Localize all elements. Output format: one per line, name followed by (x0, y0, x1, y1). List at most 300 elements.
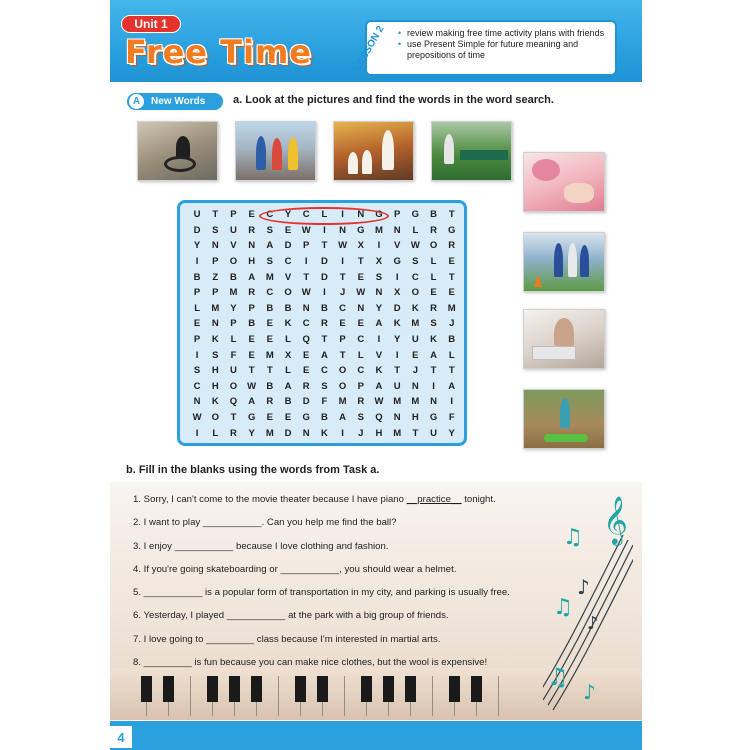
grid-letter: B (430, 209, 437, 221)
grid-letter: N (393, 412, 401, 424)
grid-letter: Q (302, 334, 310, 346)
grid-letter: S (212, 349, 219, 361)
grid-letter: H (211, 380, 219, 392)
grid-letter: K (211, 396, 219, 408)
grid-letter: R (230, 427, 237, 439)
grid-letter: W (247, 380, 257, 392)
grid-letter: W (410, 240, 420, 252)
grid-letter: S (357, 412, 364, 424)
picture-jump-rope (523, 389, 605, 449)
sentence-item (133, 609, 553, 632)
grid-letter: M (338, 396, 347, 408)
grid-letter: C (357, 365, 365, 377)
grid-letter: V (393, 240, 401, 252)
picture-soccer (523, 232, 605, 292)
page-number: 4 (110, 726, 132, 748)
sentence-text: tonight. (461, 494, 496, 505)
music-notes-decoration (543, 495, 633, 720)
grid-letter: Y (248, 427, 255, 439)
piano-key (191, 676, 213, 716)
grid-letter: M (393, 396, 402, 408)
grid-letter: K (393, 318, 401, 330)
grid-letter: T (394, 365, 401, 377)
grid-letter: L (430, 271, 437, 283)
grid-letter: H (211, 365, 219, 377)
grid-letter: T (339, 349, 346, 361)
grid-letter: I (432, 380, 435, 392)
grid-letter: A (248, 396, 256, 408)
grid-letter: Y (375, 302, 383, 314)
grid-letter: N (193, 396, 201, 408)
grid-letter: C (357, 334, 365, 346)
grid-letter: I (377, 240, 381, 252)
grid-letter: E (248, 334, 255, 346)
grid-letter: E (266, 334, 274, 346)
sentence-text: I enjoy (143, 540, 175, 552)
grid-letter: Y (448, 427, 455, 439)
grid-letter: C (320, 365, 328, 377)
grid-letter: N (211, 240, 219, 252)
sentence-text: Sorry, I can't come to the movie theater because I have piano (143, 494, 407, 505)
grid-letter: X (393, 287, 401, 299)
piano-keys (125, 676, 505, 716)
grid-letter: Y (284, 209, 292, 221)
grid-letter: V (375, 349, 383, 361)
grid-letter: S (375, 271, 383, 283)
grid-letter: G (247, 412, 256, 424)
section-a-icon: A (129, 94, 144, 109)
answer-blank[interactable]: _________ (206, 633, 255, 645)
grid-letter: E (284, 412, 292, 424)
grid-letter: B (248, 318, 256, 330)
grid-letter: E (412, 349, 419, 361)
sentence-item (133, 563, 553, 586)
word-search-grid (177, 200, 467, 446)
objective-item: • use Present Simple for future meaning and prepositions of time (398, 39, 613, 61)
grid-letter: N (339, 224, 347, 236)
grid-letter: W (192, 412, 202, 424)
grid-letter: G (302, 412, 310, 424)
grid-letter: G (375, 209, 383, 221)
new-words-label: New Words (151, 96, 206, 107)
grid-letter: P (393, 209, 401, 221)
sentence-text: If you're going skateboarding or (143, 563, 281, 575)
sentence-item (133, 540, 553, 563)
grid-letter: T (321, 240, 328, 252)
grid-letter: Q (229, 396, 238, 408)
grid-letter: P (339, 334, 346, 346)
grid-letter: K (211, 334, 219, 346)
grid-letter: G (357, 224, 365, 236)
grid-letter: A (320, 349, 328, 361)
grid-letter: N (357, 209, 365, 221)
sentence-text: class because I'm interested in martial arts. (254, 633, 441, 645)
answer-blank[interactable]: _________ (143, 657, 192, 669)
answer-blank[interactable]: ___________ (226, 610, 286, 622)
grid-letter: R (357, 396, 365, 408)
grid-letter: K (320, 427, 328, 439)
grid-letter: C (302, 209, 310, 221)
grid-letter: E (266, 318, 274, 330)
grid-letter: I (341, 427, 344, 439)
grid-letter: L (321, 209, 328, 221)
grid-letter: S (266, 224, 274, 236)
grid-letter: E (284, 224, 292, 236)
sentence-text: , you should wear a helmet. (339, 563, 457, 575)
grid-letter: Z (212, 271, 219, 283)
music-note-icon: ♪ (587, 613, 599, 634)
grid-letter: T (321, 334, 328, 346)
grid-letter: C (266, 209, 274, 221)
sentence-number: 4. (133, 563, 144, 575)
grid-letter: M (411, 318, 420, 330)
grid-letter: P (193, 334, 201, 346)
grid-letter: A (284, 380, 292, 392)
grid-letter: N (211, 318, 219, 330)
sentence-item (133, 656, 553, 679)
grid-letter: J (449, 318, 455, 330)
grid-letter: F (230, 349, 237, 361)
sentence-text: is fun because you can make nice clothes, but the wool is expensive! (191, 657, 488, 669)
unit-label: Unit 1 (121, 15, 181, 33)
grid-letter: R (430, 224, 437, 236)
grid-letter: A (448, 380, 456, 392)
sentence-number: 6. (133, 610, 144, 622)
grid-letter: A (430, 349, 437, 361)
grid-letter: A (266, 240, 274, 252)
task-b-instruction: b. Fill in the blanks using the words from Task a. (126, 464, 380, 476)
grid-letter: N (302, 427, 310, 439)
grid-letter: B (230, 271, 237, 283)
grid-letter: I (377, 334, 381, 346)
grid-letter: G (448, 224, 456, 236)
sentence-item (133, 586, 553, 609)
answer-blank[interactable]: ___________ (174, 540, 234, 552)
grid-letter: C (302, 318, 310, 330)
grid-letter: R (302, 380, 310, 392)
grid-letter: I (195, 256, 199, 268)
grid-letter: I (450, 396, 454, 408)
music-note-icon: ♪ (583, 680, 596, 704)
grid-letter: B (193, 271, 201, 283)
grid-letter: R (248, 224, 256, 236)
grid-letter: O (411, 287, 420, 299)
grid-letter: O (338, 365, 347, 377)
grid-letter: E (248, 209, 255, 221)
grid-letter: U (230, 224, 237, 236)
grid-letter: H (248, 256, 256, 268)
grid-letter: R (448, 240, 456, 252)
grid-letter: D (284, 240, 292, 252)
grid-letter: T (448, 209, 455, 221)
grid-letter: S (412, 256, 419, 268)
grid-letter: C (193, 380, 201, 392)
grid-letter: G (393, 256, 401, 268)
grid-letter: K (430, 334, 437, 346)
grid-letter: Y (230, 302, 237, 314)
grid-letter: M (393, 427, 402, 439)
objectives-list (398, 28, 613, 61)
grid-letter: O (211, 412, 219, 424)
grid-letter: T (212, 209, 219, 221)
grid-letter: S (212, 224, 219, 236)
grid-letter: M (411, 396, 420, 408)
treble-clef-icon: 𝄞 (603, 495, 628, 544)
music-note-icon: ♫ (547, 663, 569, 691)
answer-blank[interactable]: ___________ (143, 587, 203, 599)
grid-letter: P (303, 240, 310, 252)
grid-letter: E (193, 318, 201, 330)
grid-letter: T (357, 256, 364, 268)
grid-letter: O (338, 380, 347, 392)
grid-letter: B (320, 302, 328, 314)
circled-word-cycling (259, 207, 389, 225)
grid-letter: N (248, 240, 256, 252)
grid-letter: L (285, 334, 291, 346)
grid-letter: N (375, 287, 383, 299)
grid-letter: T (448, 365, 455, 377)
fill-blank-sentences (133, 493, 553, 679)
grid-letter: W (301, 224, 311, 236)
grid-letter: A (339, 412, 347, 424)
grid-letter: A (375, 380, 383, 392)
grid-letter: L (230, 334, 237, 346)
sentence-text: . Can you help me find the ball? (261, 517, 397, 529)
grid-letter: P (248, 302, 255, 314)
grid-letter: I (323, 224, 326, 236)
grid-letter: O (229, 256, 238, 268)
grid-letter: X (284, 349, 292, 361)
grid-letter: P (212, 256, 219, 268)
answer-blank[interactable]: ___________ (202, 517, 262, 529)
grid-letter: T (248, 365, 255, 377)
grid-letter: Y (393, 334, 401, 346)
grid-letter: W (374, 396, 384, 408)
music-note-icon: ♪ (577, 575, 590, 599)
grid-letter: W (338, 240, 348, 252)
grid-letter: T (230, 412, 237, 424)
grid-letter: I (323, 287, 326, 299)
grid-letter: E (303, 365, 310, 377)
grid-letter: M (265, 427, 274, 439)
grid-letter: S (193, 365, 201, 377)
sentence-number: 5. (133, 587, 144, 599)
picture-sewing (523, 309, 605, 369)
grid-letter: G (411, 209, 420, 221)
grid-letter: M (265, 271, 274, 283)
grid-letter: L (357, 349, 364, 361)
sentence-item (133, 516, 553, 539)
grid-letter: N (357, 302, 365, 314)
sentence-item (133, 493, 553, 516)
grid-letter: B (448, 334, 456, 346)
grid-letter: H (411, 412, 419, 424)
grid-letter: H (375, 427, 383, 439)
grid-letter: L (448, 349, 455, 361)
music-note-icon: ♫ (563, 525, 583, 550)
grid-letter: I (395, 271, 399, 283)
grid-letter: R (266, 396, 274, 408)
grid-letter: I (304, 256, 308, 268)
grid-letter: O (429, 240, 438, 252)
grid-letter: S (266, 256, 274, 268)
grid-letter: X (375, 256, 383, 268)
grid-letter: K (284, 318, 292, 330)
grid-letter: U (230, 365, 237, 377)
grid-letter: L (412, 224, 419, 236)
grid-letter: D (193, 224, 201, 236)
grid-letter: N (302, 302, 310, 314)
grid-letter: W (301, 287, 311, 299)
grid-letter: C (284, 256, 292, 268)
grid-letter: X (357, 240, 364, 252)
grid-letter: B (266, 380, 274, 392)
sentence-number: 7. (133, 633, 144, 645)
grid-letter: E (448, 256, 455, 268)
piano-key (279, 676, 301, 716)
grid-letter: C (411, 271, 419, 283)
grid-letter: R (430, 302, 437, 314)
grid-letter: S (321, 380, 328, 392)
grid-letter: Y (193, 240, 201, 252)
grid-letter: M (229, 287, 238, 299)
grid-letter: L (212, 427, 219, 439)
sentence-text: Yesterday, I played (143, 610, 227, 622)
grid-letter: T (448, 271, 455, 283)
grid-letter: R (320, 318, 328, 330)
grid-letter: I (341, 209, 344, 221)
grid-letter: E (248, 349, 255, 361)
grid-letter: S (430, 318, 437, 330)
grid-letter: M (375, 224, 383, 236)
grid-letter: P (193, 287, 201, 299)
grid-letter: V (284, 271, 292, 283)
sentence-text: is a popular form of transportation in my city, and parking is usually free. (202, 587, 510, 599)
grid-letter: E (266, 412, 274, 424)
grid-letter: P (230, 318, 237, 330)
word-search-letters (188, 207, 461, 441)
grid-letter: V (230, 240, 237, 252)
grid-letter: L (430, 256, 437, 268)
task-a-instruction: a. Look at the pictures and find the words in the word search. (233, 94, 554, 106)
grid-letter: U (430, 427, 437, 439)
grid-letter: E (357, 271, 364, 283)
sentence-number: 1. (133, 494, 144, 505)
grid-letter: L (194, 302, 200, 314)
grid-letter: M (447, 302, 456, 314)
grid-letter: U (393, 380, 401, 392)
grid-letter: T (266, 365, 273, 377)
sentence-number: 3. (133, 540, 144, 552)
page-title: Free Time (125, 33, 312, 71)
grid-letter: B (284, 396, 292, 408)
grid-letter: P (212, 287, 219, 299)
grid-letter: A (375, 318, 383, 330)
new-words-badge (127, 93, 223, 110)
grid-letter: M (265, 349, 274, 361)
grid-letter: U (193, 209, 201, 221)
grid-letter: N (393, 224, 401, 236)
grid-letter: I (341, 256, 344, 268)
grid-letter: J (412, 365, 418, 377)
grid-letter: D (393, 302, 401, 314)
grid-letter: I (195, 427, 199, 439)
sentence-number: 2. (133, 517, 144, 529)
grid-letter: U (411, 334, 419, 346)
grid-letter: I (195, 349, 199, 361)
grid-letter: E (339, 318, 346, 330)
piano-key (345, 676, 367, 716)
grid-letter: N (430, 396, 437, 408)
grid-letter: T (303, 271, 310, 283)
grid-letter: K (375, 365, 383, 377)
grid-letter: Q (375, 412, 383, 424)
grid-letter: E (430, 287, 437, 299)
music-note-icon: ♫ (553, 595, 573, 620)
grid-letter: C (339, 302, 347, 314)
picture-cycling (137, 121, 218, 181)
sentence-text: I love going to (143, 633, 207, 645)
grid-letter: E (357, 318, 364, 330)
grid-letter: N (411, 380, 419, 392)
piano-key (433, 676, 455, 716)
grid-letter: R (248, 287, 256, 299)
sentence-text: I want to play (143, 517, 203, 529)
picture-karate (333, 121, 414, 181)
grid-letter: I (395, 349, 399, 361)
objective-item: • review making free time activity plans with friends (398, 28, 613, 39)
sentence-text: at the park with a big group of friends. (285, 610, 449, 622)
grid-letter: B (266, 302, 274, 314)
grid-letter: F (321, 396, 328, 408)
grid-letter: K (411, 302, 419, 314)
grid-letter: G (429, 412, 438, 424)
grid-letter: P (357, 380, 364, 392)
grid-letter: O (229, 380, 238, 392)
picture-knitting (523, 152, 605, 212)
grid-letter: D (284, 427, 292, 439)
grid-letter: T (412, 427, 419, 439)
lesson-label: LESSON 2 (351, 23, 387, 73)
grid-letter: O (284, 287, 292, 299)
grid-letter: E (303, 349, 310, 361)
sentence-item (133, 633, 553, 656)
grid-letter: B (320, 412, 328, 424)
sentence-number: 8. (133, 657, 144, 669)
grid-letter: W (356, 287, 366, 299)
grid-letter: D (320, 271, 328, 283)
grid-letter: P (230, 209, 237, 221)
grid-letter: L (285, 365, 291, 377)
picture-table-tennis (431, 121, 512, 181)
answer-blank[interactable]: __practice__ (406, 494, 462, 505)
grid-letter: A (248, 271, 256, 283)
picture-skateboarding (235, 121, 316, 181)
grid-letter: D (320, 256, 328, 268)
grid-letter: C (266, 287, 274, 299)
grid-letter: F (448, 412, 455, 424)
grid-letter: B (284, 302, 292, 314)
grid-letter: M (211, 302, 220, 314)
sentence-text: because I love clothing and fashion. (233, 540, 389, 552)
grid-letter: J (358, 427, 364, 439)
footer-bar (110, 721, 642, 750)
grid-letter: T (430, 365, 437, 377)
grid-letter: J (339, 287, 346, 299)
answer-blank[interactable]: ___________ (280, 563, 340, 575)
piano-key (125, 676, 147, 716)
grid-letter: E (448, 287, 455, 299)
